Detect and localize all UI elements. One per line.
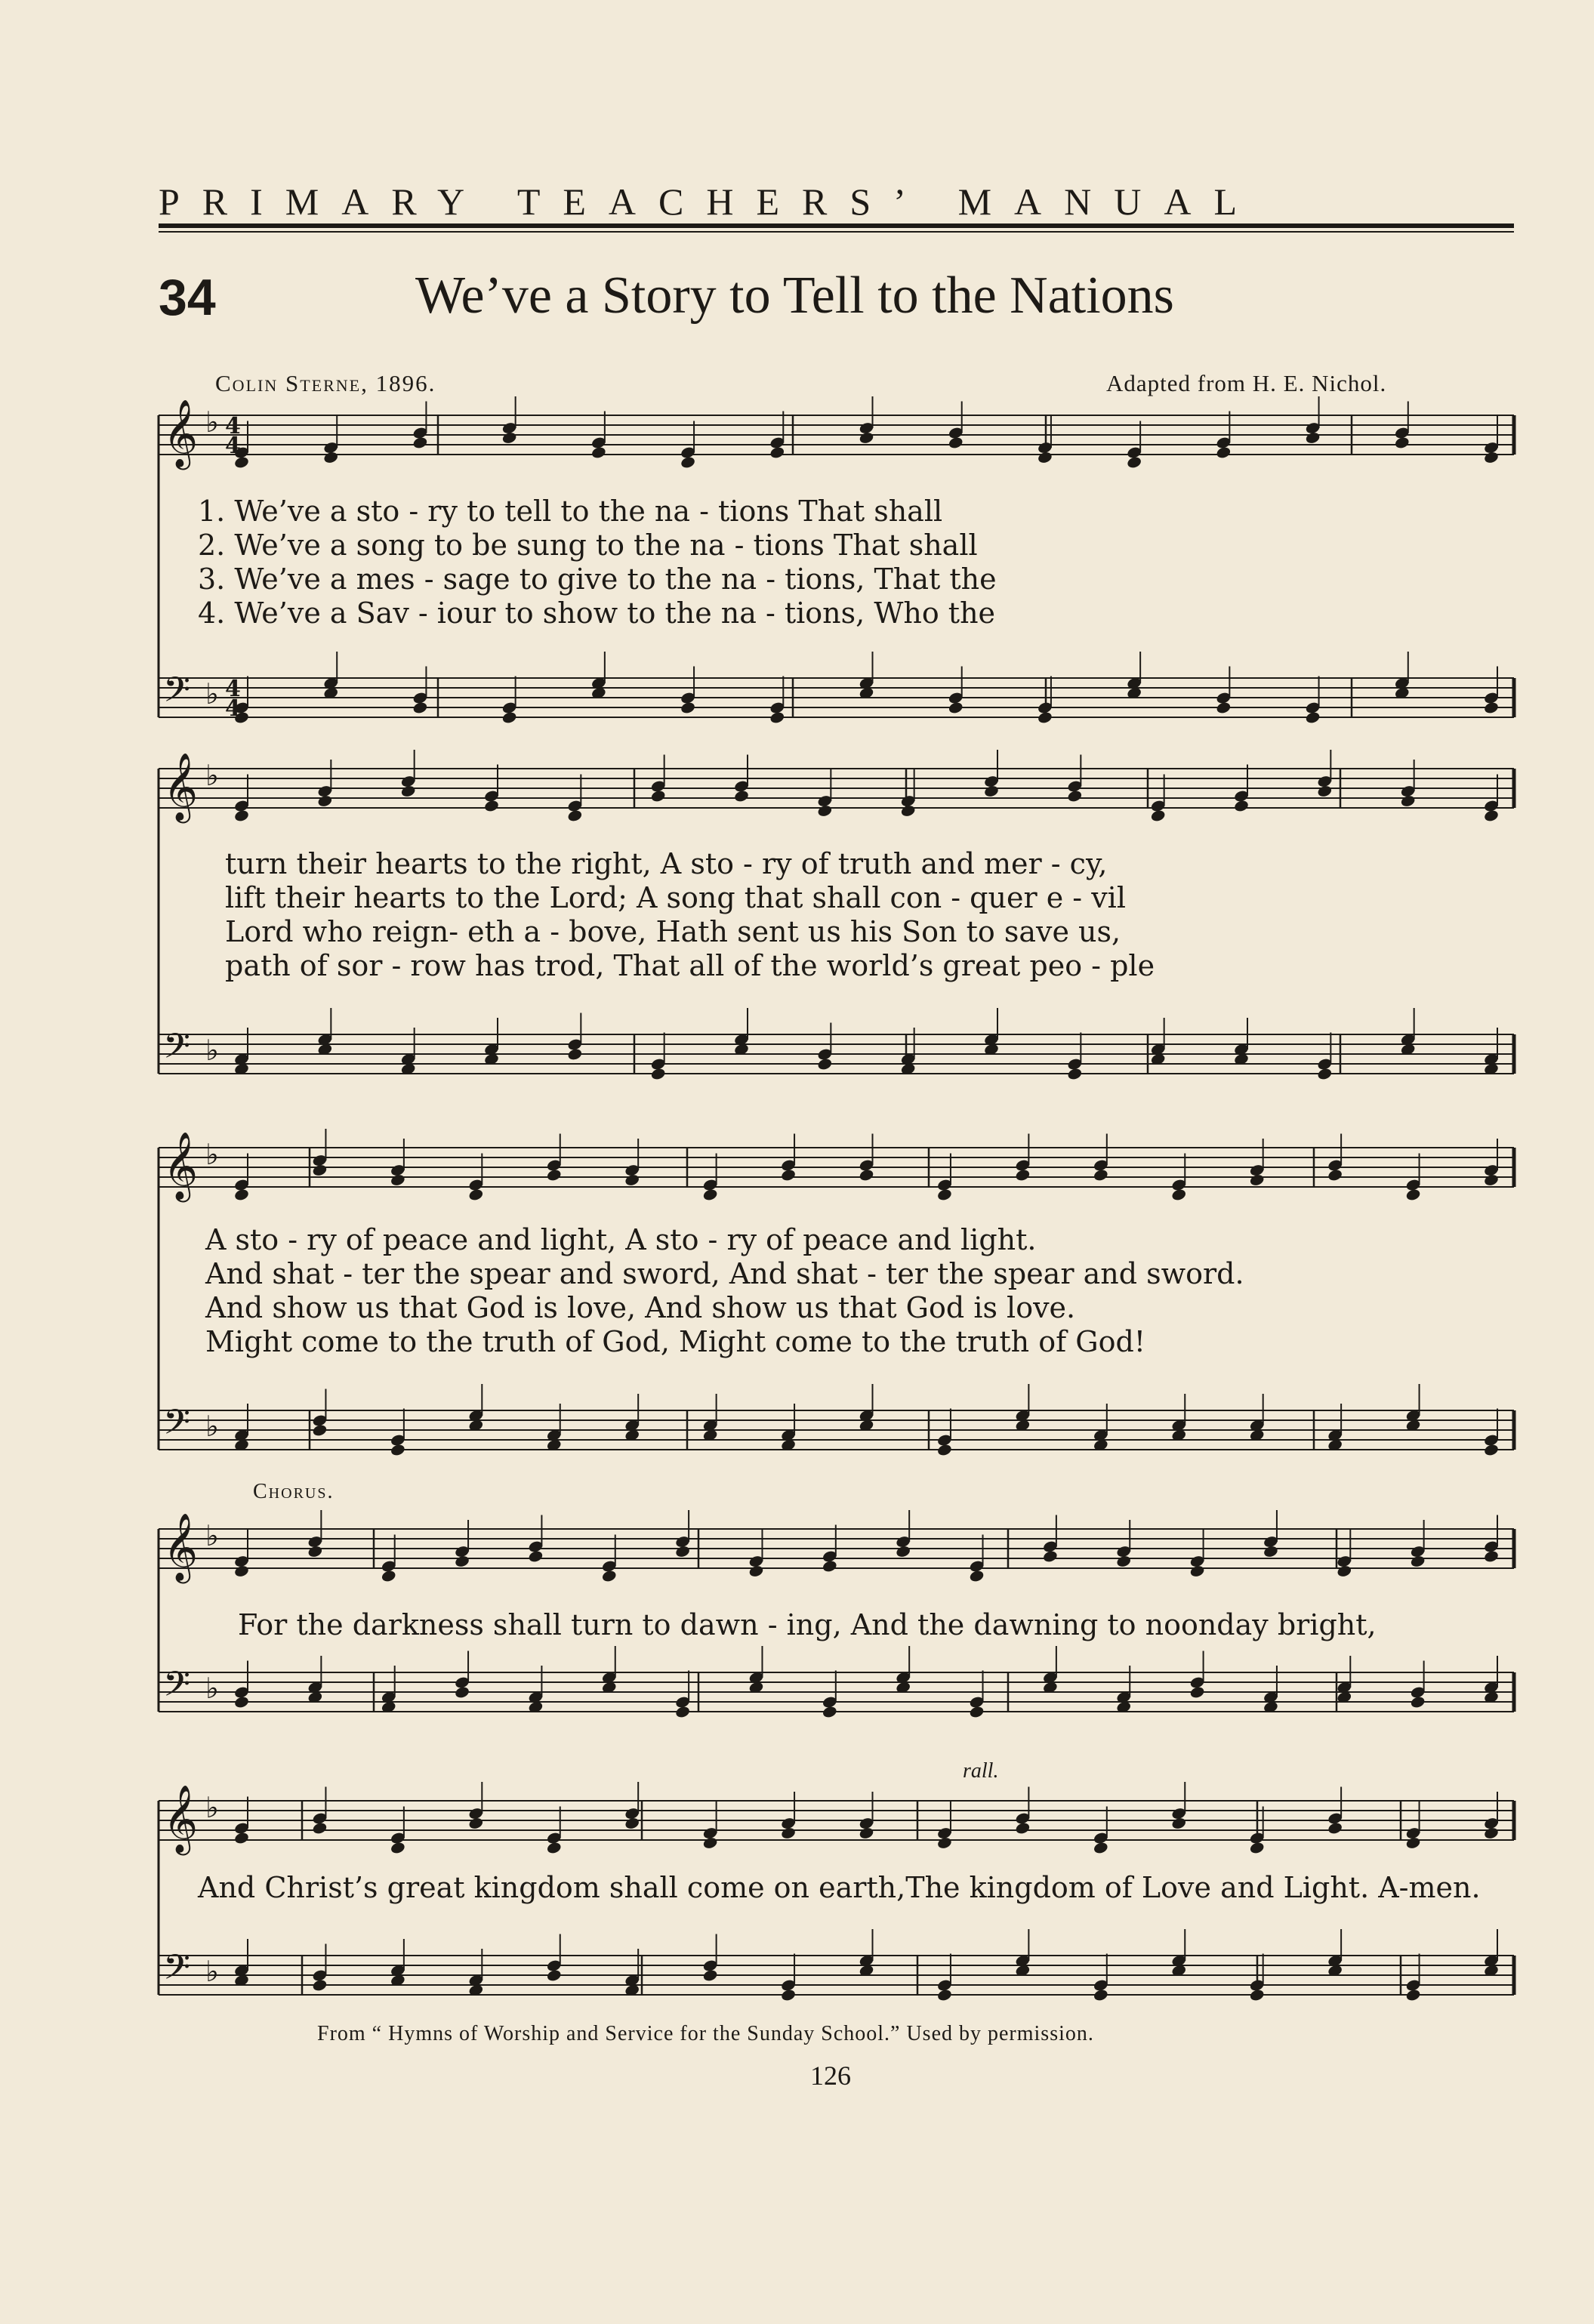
note-head xyxy=(680,701,695,714)
note-head xyxy=(1126,455,1142,469)
note-head xyxy=(546,1168,562,1182)
running-head: PRIMARY TEACHERS’ MANUAL xyxy=(159,180,1260,223)
time-signature: 4 xyxy=(225,433,241,459)
page-number: 126 xyxy=(810,2060,851,2091)
note-head xyxy=(1150,809,1166,822)
note-head xyxy=(233,809,249,822)
flat-key-signature: ♭ xyxy=(205,1672,219,1705)
lyrics-verse-line: Might come to the truth of God, Might come to the truth of God! xyxy=(205,1325,1146,1358)
lyrics-verse-line: And shat - ter the spear and sword, And shat - ter the spear and sword. xyxy=(205,1257,1244,1290)
note-head xyxy=(624,1173,640,1187)
flat-key-signature: ♭ xyxy=(205,1138,219,1171)
note-head xyxy=(822,1705,837,1718)
note-head xyxy=(1233,799,1249,812)
note-head xyxy=(1327,1168,1343,1182)
note-head xyxy=(1249,1173,1265,1187)
note-head xyxy=(1093,1168,1108,1182)
note-head xyxy=(468,1188,484,1201)
lyrics-verse-line: lift their hearts to the Lord; A song that shall con - quer e - vil xyxy=(225,881,1126,914)
note-head xyxy=(1037,451,1053,464)
note-head xyxy=(936,1836,952,1850)
note-head xyxy=(390,1443,405,1456)
note-head xyxy=(501,431,517,445)
note-head xyxy=(412,701,428,714)
note-head xyxy=(1015,1168,1031,1182)
note-head xyxy=(1249,1988,1265,2002)
note-head xyxy=(1216,701,1232,714)
note-head xyxy=(1317,784,1333,798)
note-head xyxy=(312,1423,328,1437)
lyrics-verse-line: Lord who reign- eth a - bove, Hath sent us his Son to save us, xyxy=(225,915,1121,948)
treble-clef: 𝄞 xyxy=(163,1785,199,1853)
note-head xyxy=(468,1817,484,1830)
note-head xyxy=(412,436,428,449)
note-head xyxy=(312,1821,328,1835)
note-head xyxy=(1249,1841,1265,1854)
treble-clef: 𝄞 xyxy=(163,399,199,467)
note-head xyxy=(312,1978,328,1992)
note-head xyxy=(454,1555,470,1568)
note-head xyxy=(769,445,785,459)
treble-clef: 𝄞 xyxy=(163,1513,199,1581)
note-head xyxy=(233,1564,249,1578)
note-head xyxy=(317,794,333,808)
note-head xyxy=(822,1559,837,1573)
flat-key-signature: ♭ xyxy=(205,1410,219,1443)
note-head xyxy=(233,1831,249,1845)
note-head xyxy=(233,1188,249,1201)
note-head xyxy=(567,809,583,822)
note-head xyxy=(1405,1836,1421,1850)
note-head xyxy=(983,784,999,798)
note-head xyxy=(769,710,785,724)
note-head xyxy=(1305,431,1321,445)
note-head xyxy=(936,1188,952,1201)
note-head xyxy=(780,1988,796,2002)
note-head xyxy=(233,1695,249,1709)
note-head xyxy=(900,804,916,818)
time-signature: 4 xyxy=(225,676,241,702)
note-head xyxy=(1042,1549,1058,1563)
note-head xyxy=(817,1057,833,1071)
note-head xyxy=(1483,1443,1499,1456)
note-head xyxy=(780,1826,796,1840)
flat-key-signature: ♭ xyxy=(205,759,219,792)
bass-clef: 𝄢 xyxy=(163,1026,191,1075)
note-head xyxy=(969,1705,985,1718)
lyrics-verse-line: 2. We’ve a song to be sung to the na - tions That shall xyxy=(198,529,978,562)
bass-clef: 𝄢 xyxy=(163,1402,191,1451)
note-head xyxy=(454,1685,470,1699)
chorus-lyrics-line: For the darkness shall turn to dawn - ing, And the dawning to noonday bright, xyxy=(238,1608,1377,1641)
note-head xyxy=(546,1841,562,1854)
note-head xyxy=(483,799,499,812)
note-head xyxy=(1483,701,1499,714)
note-head xyxy=(1400,794,1416,808)
note-head xyxy=(1093,1841,1108,1854)
note-head xyxy=(390,1173,405,1187)
note-head xyxy=(1067,789,1083,803)
lyrics-verse-line: 3. We’ve a mes - sage to give to the na - tions, That the xyxy=(198,563,997,596)
note-head xyxy=(307,1545,323,1558)
note-head xyxy=(1483,809,1499,822)
note-head xyxy=(501,710,517,724)
time-signature: 4 xyxy=(225,413,241,439)
composer-credit: Adapted from H. E. Nichol. xyxy=(1106,370,1387,396)
note-head xyxy=(1483,1549,1499,1563)
bass-clef: 𝄢 xyxy=(163,1664,191,1713)
note-head xyxy=(1305,710,1321,724)
note-head xyxy=(1483,1826,1499,1840)
note-head xyxy=(1037,710,1053,724)
lyrics-verse-line: path of sor - row has trod, That all of the world’s great peo - ple xyxy=(225,949,1155,982)
note-head xyxy=(567,1047,583,1061)
note-head xyxy=(1189,1685,1205,1699)
note-head xyxy=(1483,1173,1499,1187)
note-head xyxy=(859,1826,874,1840)
note-head xyxy=(702,1188,718,1201)
note-head xyxy=(748,1564,764,1578)
chorus-lyrics-line: And Christ’s great kingdom shall come on earth,The kingdom of Love and Light. A-men. xyxy=(198,1871,1481,1904)
note-head xyxy=(590,445,606,459)
note-head xyxy=(400,784,416,798)
footer-credit: From “ Hymns of Worship and Service for the Sunday School.” Used by permission. xyxy=(317,2022,1094,2045)
hymn-number: 34 xyxy=(159,269,216,326)
note-head xyxy=(948,701,963,714)
treble-clef: 𝄞 xyxy=(163,753,199,821)
note-head xyxy=(1171,1188,1187,1201)
flat-key-signature: ♭ xyxy=(205,405,219,439)
flat-key-signature: ♭ xyxy=(205,1955,219,1988)
note-head xyxy=(948,436,963,449)
flat-key-signature: ♭ xyxy=(205,1519,219,1552)
lyrics-verse-line: And show us that God is love, And show us that God is love. xyxy=(205,1291,1076,1324)
note-head xyxy=(1171,1817,1187,1830)
note-head xyxy=(1067,1067,1083,1080)
bass-clef: 𝄢 xyxy=(163,670,191,719)
note-head xyxy=(969,1569,985,1583)
note-head xyxy=(1263,1545,1278,1558)
note-head xyxy=(895,1545,911,1558)
note-head xyxy=(702,1968,718,1982)
chorus-label: Chorus. xyxy=(253,1480,335,1503)
note-head xyxy=(1394,436,1410,449)
note-head xyxy=(1410,1695,1426,1709)
note-head xyxy=(1405,1988,1421,2002)
note-head xyxy=(1015,1821,1031,1835)
lyrics-verse-line: 1. We’ve a sto - ry to tell to the na - tions That shall xyxy=(198,495,943,528)
note-head xyxy=(1405,1188,1421,1201)
note-head xyxy=(674,1705,690,1718)
note-head xyxy=(780,1168,796,1182)
note-head xyxy=(1189,1564,1205,1578)
treble-clef: 𝄞 xyxy=(163,1132,199,1200)
lyrics-verse-line: turn their hearts to the right, A sto - ry of truth and mer - cy, xyxy=(225,847,1108,880)
note-head xyxy=(624,1817,640,1830)
note-head xyxy=(936,1443,952,1456)
note-head xyxy=(1483,451,1499,464)
note-head xyxy=(1327,1821,1343,1835)
note-head xyxy=(674,1545,690,1558)
note-head xyxy=(381,1569,396,1583)
flat-key-signature: ♭ xyxy=(205,1791,219,1824)
lyrics-verse-line: 4. We’ve a Sav - iour to show to the na - tions, Who the xyxy=(198,596,996,630)
note-head xyxy=(312,1164,328,1177)
note-head xyxy=(1317,1067,1333,1080)
note-head xyxy=(1337,1564,1352,1578)
note-head xyxy=(601,1569,617,1583)
note-head xyxy=(323,451,339,464)
note-head xyxy=(817,804,833,818)
flat-key-signature: ♭ xyxy=(205,677,219,710)
note-head xyxy=(859,1168,874,1182)
note-head xyxy=(680,455,695,469)
note-head xyxy=(1410,1555,1426,1568)
note-head xyxy=(733,789,749,803)
flat-key-signature: ♭ xyxy=(205,1034,219,1067)
note-head xyxy=(546,1968,562,1982)
note-head xyxy=(528,1549,544,1563)
note-head xyxy=(1116,1555,1132,1568)
note-head xyxy=(859,431,874,445)
note-head xyxy=(1093,1988,1108,2002)
author-credit: Colin Sterne, 1896. xyxy=(215,370,436,396)
time-signature: 4 xyxy=(225,695,241,722)
rall-marking: rall. xyxy=(963,1759,999,1783)
hymn-title: We’ve a Story to Tell to the Nations xyxy=(415,267,1174,325)
note-head xyxy=(650,789,666,803)
note-head xyxy=(390,1841,405,1854)
note-head xyxy=(650,1067,666,1080)
note-head xyxy=(1216,445,1232,459)
lyrics-verse-line: A sto - ry of peace and light, A sto - ry of peace and light. xyxy=(205,1223,1037,1256)
note-head xyxy=(936,1988,952,2002)
bass-clef: 𝄢 xyxy=(163,1947,191,1996)
note-head xyxy=(702,1836,718,1850)
